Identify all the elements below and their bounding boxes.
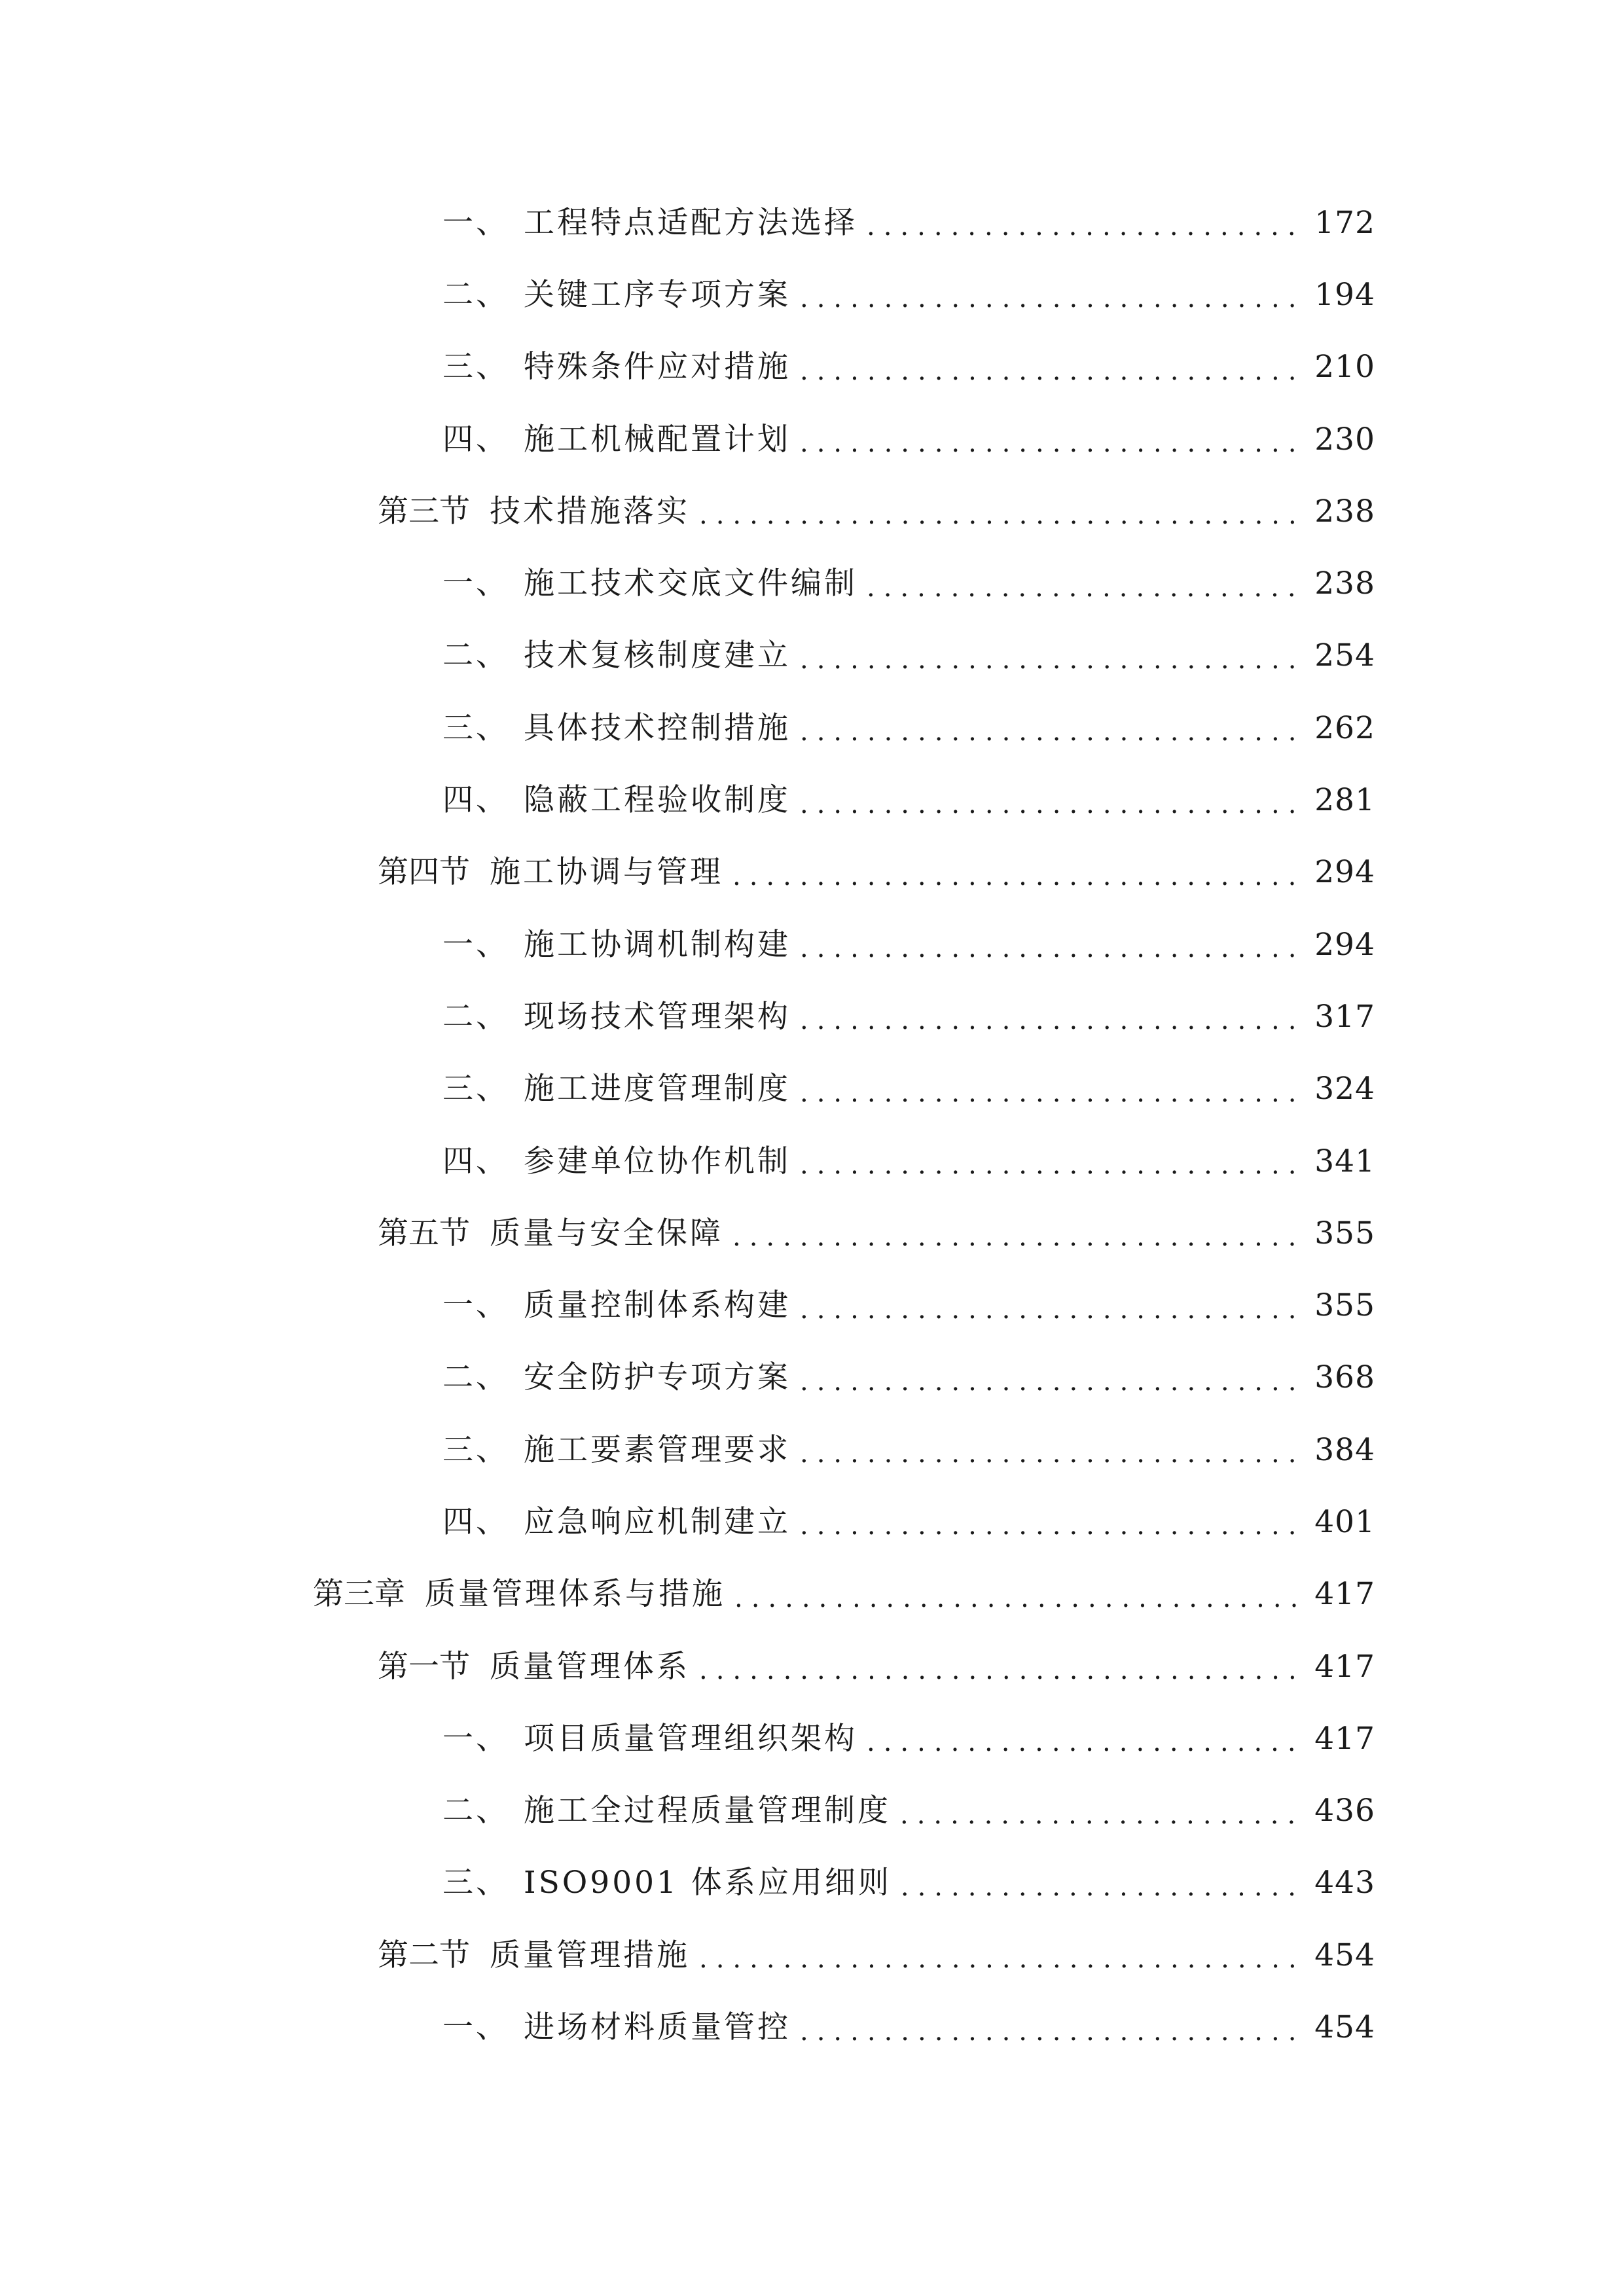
dot-leader bbox=[800, 1513, 1304, 1539]
toc-entry-marker: 一、 bbox=[442, 1287, 509, 1324]
toc-entry-page-number: 368 bbox=[1314, 1359, 1375, 1396]
dot-leader bbox=[732, 863, 1304, 889]
toc-entry-page-number: 194 bbox=[1314, 276, 1375, 313]
toc-entry-title: 质量与安全保障 bbox=[490, 1215, 723, 1251]
toc-entry-section[interactable] bbox=[0, 1919, 1624, 1991]
toc-entry-title: 特殊条件应对措施 bbox=[524, 349, 791, 386]
toc-entry[interactable] bbox=[0, 980, 1624, 1052]
dot-leader bbox=[699, 1946, 1304, 1972]
toc-entry-title: 关键工序专项方案 bbox=[524, 276, 791, 313]
dot-leader bbox=[699, 502, 1304, 528]
table-of-contents bbox=[0, 187, 1624, 2064]
toc-entry-title: 施工要素管理要求 bbox=[524, 1431, 791, 1468]
dot-leader bbox=[734, 1585, 1304, 1611]
toc-entry-title: 施工机械配置计划 bbox=[524, 421, 791, 457]
toc-entry-marker: 第三节 bbox=[378, 493, 470, 529]
toc-entry-marker: 四、 bbox=[442, 421, 509, 457]
toc-entry-marker: 三、 bbox=[442, 1071, 509, 1107]
toc-entry-page-number: 355 bbox=[1314, 1287, 1375, 1324]
toc-entry-page-number: 238 bbox=[1314, 493, 1375, 529]
toc-entry-section[interactable] bbox=[0, 836, 1624, 908]
toc-entry-marker: 第二节 bbox=[378, 1937, 470, 1973]
toc-entry-marker: 一、 bbox=[442, 565, 509, 602]
dot-leader bbox=[800, 1152, 1304, 1178]
toc-entry[interactable] bbox=[0, 1702, 1624, 1774]
toc-entry-title: 施工全过程质量管理制度 bbox=[524, 1793, 891, 1829]
toc-entry-title: 质量管理措施 bbox=[490, 1937, 690, 1973]
toc-entry-marker: 一、 bbox=[442, 1720, 509, 1757]
toc-entry-marker: 一、 bbox=[442, 204, 509, 241]
toc-entry-marker: 二、 bbox=[442, 637, 509, 674]
toc-entry-marker: 二、 bbox=[442, 276, 509, 313]
toc-entry-page-number: 341 bbox=[1314, 1143, 1375, 1179]
toc-entry-title: 隐蔽工程验收制度 bbox=[524, 782, 791, 819]
toc-entry-marker: 第四节 bbox=[378, 854, 470, 891]
toc-entry-marker: 四、 bbox=[442, 782, 509, 819]
dot-leader bbox=[867, 1729, 1304, 1755]
dot-leader bbox=[800, 1441, 1304, 1467]
toc-entry-marker: 一、 bbox=[442, 2009, 509, 2046]
toc-entry-title: 技术措施落实 bbox=[490, 493, 690, 529]
toc-entry[interactable] bbox=[0, 1775, 1624, 1847]
toc-entry-title: 进场材料质量管控 bbox=[524, 2009, 791, 2046]
toc-entry-marker: 一、 bbox=[442, 926, 509, 963]
toc-entry[interactable] bbox=[0, 1414, 1624, 1486]
toc-entry-page-number: 384 bbox=[1314, 1431, 1375, 1468]
toc-entry[interactable] bbox=[0, 1847, 1624, 1919]
dot-leader bbox=[900, 1802, 1304, 1828]
dot-leader bbox=[800, 1297, 1304, 1323]
toc-entry-page-number: 443 bbox=[1314, 1865, 1375, 1901]
toc-entry-page-number: 254 bbox=[1314, 637, 1375, 674]
toc-entry-page-number: 294 bbox=[1314, 854, 1375, 891]
toc-entry[interactable] bbox=[0, 764, 1624, 836]
toc-entry-marker: 第一节 bbox=[378, 1648, 470, 1685]
toc-entry[interactable] bbox=[0, 1991, 1624, 2063]
toc-entry[interactable] bbox=[0, 1342, 1624, 1414]
toc-entry-marker: 三、 bbox=[442, 1865, 509, 1901]
toc-entry-title: 现场技术管理架构 bbox=[524, 998, 791, 1035]
toc-entry[interactable] bbox=[0, 1486, 1624, 1558]
toc-entry-marker: 三、 bbox=[442, 1431, 509, 1468]
dot-leader bbox=[800, 1080, 1304, 1106]
toc-entry[interactable] bbox=[0, 1269, 1624, 1341]
dot-leader bbox=[867, 213, 1304, 240]
dot-leader bbox=[800, 935, 1304, 961]
dot-leader bbox=[901, 1874, 1304, 1900]
toc-entry-title: 工程特点适配方法选择 bbox=[524, 204, 857, 241]
toc-entry-marker: 四、 bbox=[442, 1143, 509, 1179]
toc-entry-page-number: 454 bbox=[1314, 1937, 1375, 1973]
toc-entry-title: 技术复核制度建立 bbox=[524, 637, 791, 674]
toc-entry[interactable] bbox=[0, 692, 1624, 764]
toc-entry-section[interactable] bbox=[0, 475, 1624, 547]
toc-entry[interactable] bbox=[0, 547, 1624, 619]
toc-entry-marker: 第三章 bbox=[313, 1576, 405, 1613]
toc-entry-title: 质量管理体系 bbox=[490, 1648, 690, 1685]
toc-entry-title: 参建单位协作机制 bbox=[524, 1143, 791, 1179]
toc-entry-page-number: 210 bbox=[1314, 349, 1375, 386]
toc-entry-title: 质量控制体系构建 bbox=[524, 1287, 791, 1324]
toc-entry-page-number: 262 bbox=[1314, 709, 1375, 746]
toc-entry-page-number: 281 bbox=[1314, 782, 1375, 819]
dot-leader bbox=[800, 719, 1304, 745]
toc-entry-marker: 四、 bbox=[442, 1503, 509, 1540]
dot-leader bbox=[699, 1657, 1304, 1683]
toc-entry-page-number: 230 bbox=[1314, 421, 1375, 457]
toc-entry-page-number: 294 bbox=[1314, 926, 1375, 963]
toc-entry-title: 施工协调与管理 bbox=[490, 854, 723, 891]
toc-entry-page-number: 238 bbox=[1314, 565, 1375, 602]
toc-entry-title: 具体技术控制措施 bbox=[524, 709, 791, 746]
toc-entry-section[interactable] bbox=[0, 1630, 1624, 1702]
toc-entry-marker: 三、 bbox=[442, 709, 509, 746]
toc-entry-marker: 二、 bbox=[442, 1793, 509, 1829]
toc-entry[interactable] bbox=[0, 1053, 1624, 1125]
toc-entry-page-number: 401 bbox=[1314, 1503, 1375, 1540]
dot-leader bbox=[800, 2018, 1304, 2045]
toc-entry-title: 应急响应机制建立 bbox=[524, 1503, 791, 1540]
toc-entry-page-number: 324 bbox=[1314, 1071, 1375, 1107]
toc-entry-page-number: 172 bbox=[1314, 204, 1375, 241]
dot-leader bbox=[867, 575, 1304, 601]
toc-entry-marker: 第五节 bbox=[378, 1215, 470, 1251]
toc-entry-title: 施工技术交底文件编制 bbox=[524, 565, 857, 602]
dot-leader bbox=[800, 285, 1304, 312]
toc-entry-section[interactable] bbox=[0, 1197, 1624, 1269]
dot-leader bbox=[800, 647, 1304, 673]
dot-leader bbox=[800, 430, 1304, 456]
toc-entry-page-number: 436 bbox=[1314, 1793, 1375, 1829]
toc-entry-title: 施工协调机制构建 bbox=[524, 926, 791, 963]
toc-entry-title: ISO9001 体系应用细则 bbox=[524, 1865, 892, 1901]
toc-entry[interactable] bbox=[0, 259, 1624, 331]
toc-entry[interactable] bbox=[0, 908, 1624, 980]
toc-entry-title: 施工进度管理制度 bbox=[524, 1071, 791, 1107]
toc-entry-page-number: 417 bbox=[1314, 1720, 1375, 1757]
dot-leader bbox=[732, 1224, 1304, 1250]
toc-entry-page-number: 454 bbox=[1314, 2009, 1375, 2046]
dot-leader bbox=[800, 1007, 1304, 1033]
toc-entry-title: 质量管理体系与措施 bbox=[425, 1576, 725, 1613]
toc-entry[interactable] bbox=[0, 620, 1624, 692]
toc-entry-page-number: 417 bbox=[1314, 1576, 1375, 1613]
toc-entry-chapter[interactable] bbox=[0, 1558, 1624, 1630]
toc-entry-marker: 二、 bbox=[442, 1359, 509, 1396]
toc-entry[interactable] bbox=[0, 403, 1624, 475]
toc-entry[interactable] bbox=[0, 1125, 1624, 1197]
toc-entry-title: 项目质量管理组织架构 bbox=[524, 1720, 857, 1757]
toc-entry[interactable] bbox=[0, 187, 1624, 259]
dot-leader bbox=[800, 1369, 1304, 1395]
toc-entry-page-number: 317 bbox=[1314, 998, 1375, 1035]
toc-entry-title: 安全防护专项方案 bbox=[524, 1359, 791, 1396]
toc-entry[interactable] bbox=[0, 331, 1624, 403]
toc-entry-marker: 三、 bbox=[442, 349, 509, 386]
toc-entry-page-number: 417 bbox=[1314, 1648, 1375, 1685]
toc-entry-page-number: 355 bbox=[1314, 1215, 1375, 1251]
dot-leader bbox=[800, 791, 1304, 817]
toc-entry-marker: 二、 bbox=[442, 998, 509, 1035]
dot-leader bbox=[800, 358, 1304, 384]
